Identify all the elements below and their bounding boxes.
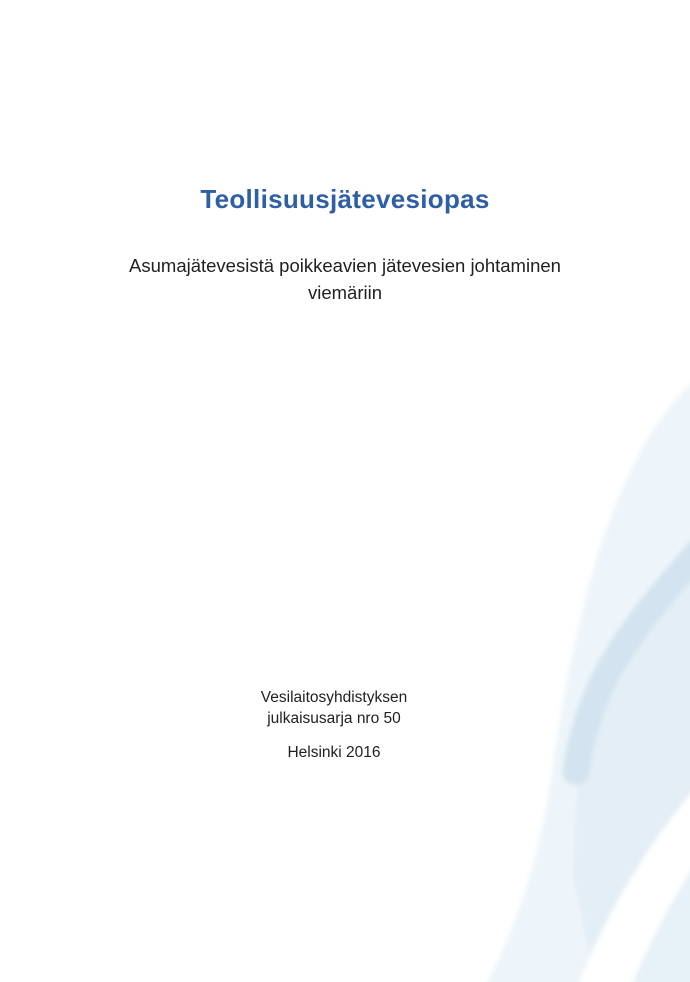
publisher-name: Vesilaitosyhdistyksen: [260, 689, 408, 706]
subtitle-line-1: Asumajätevesistä poikkeavien jätevesien johtaminen: [129, 255, 561, 276]
imprint-block: [0, 687, 668, 763]
subtitle-line-2: viemäriin: [307, 282, 383, 303]
document-subtitle: [60, 252, 630, 306]
document-title: Teollisuusjätevesiopas: [200, 184, 490, 214]
place-and-year: Helsinki 2016: [287, 744, 381, 761]
publication-series: julkaisusarja nro 50: [267, 710, 401, 727]
